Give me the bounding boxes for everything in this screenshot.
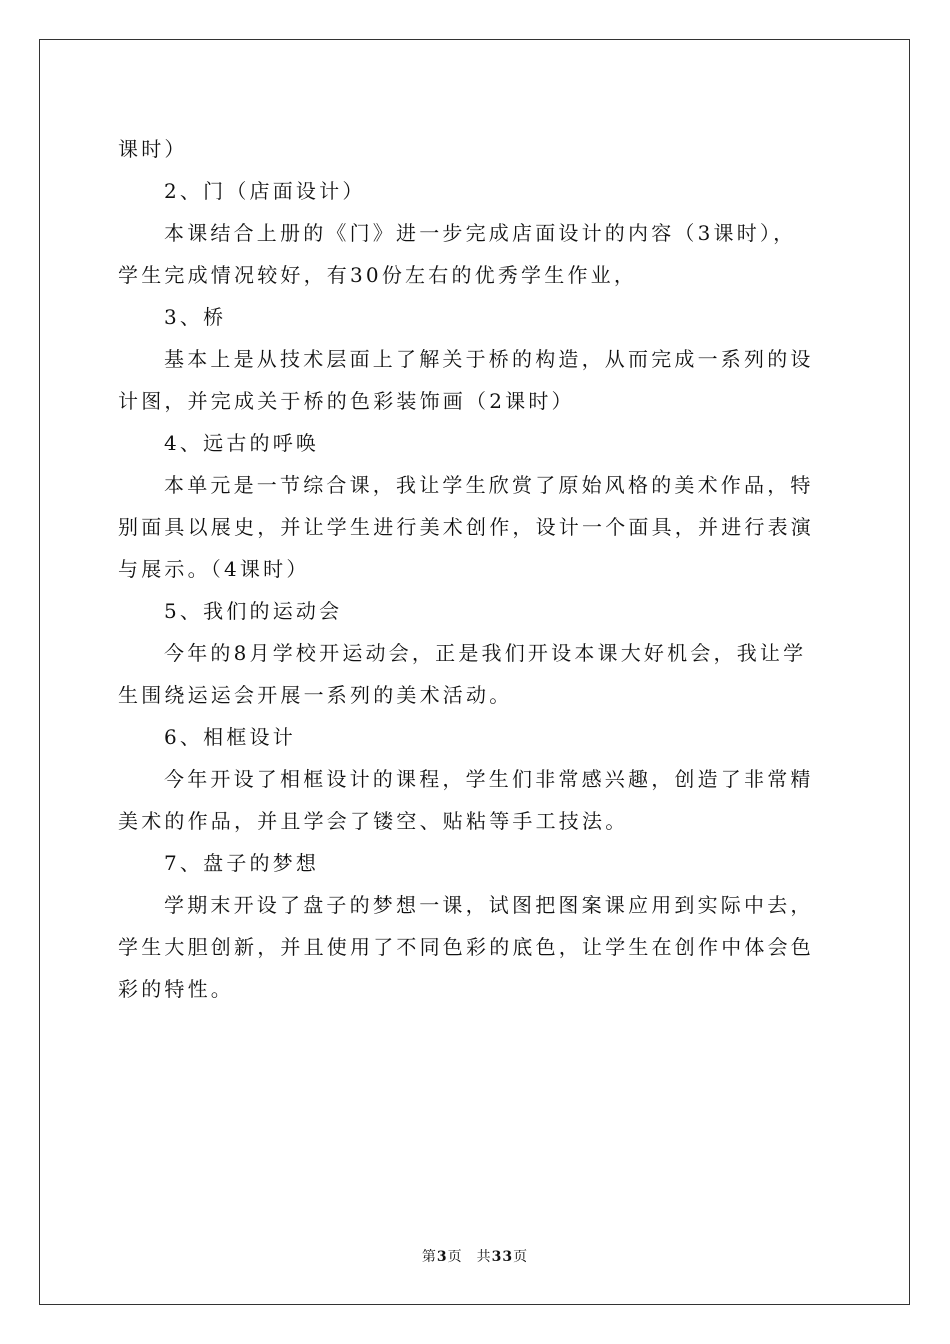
text-line: 本课结合上册的《门》进一步完成店面设计的内容（3课时）， <box>164 221 797 245</box>
text-line: 基本上是从技术层面上了解关于桥的构造，从而完成一系列的设 <box>164 347 814 371</box>
text-line: 学生完成情况较好，有30份左右的优秀学生作业， <box>118 263 638 287</box>
section-heading-door: 2、门（店面设计） <box>164 179 366 203</box>
text-line: 学期末开设了盘子的梦想一课，试图把图案课应用到实际中去， <box>164 893 814 917</box>
text-line: 生围绕运运会开展一系列的美术活动。 <box>118 683 513 707</box>
text-line: 今年的8月学校开运动会，正是我们开设本课大好机会，我让学 <box>164 641 807 665</box>
section-heading-frame-design: 6、相框设计 <box>164 725 296 749</box>
text-line: 美术的作品，并且学会了镂空、贴粘等手工技法。 <box>118 809 629 833</box>
document-body <box>118 128 834 1010</box>
page-footer <box>0 1246 950 1266</box>
footer-total-pages: 33 <box>491 1249 514 1265</box>
footer-total-suffix: 页 <box>513 1249 529 1265</box>
text-line: 彩的特性。 <box>118 977 234 1001</box>
section-heading-sports-meet: 5、我们的运动会 <box>164 599 343 623</box>
footer-page-prefix: 第 <box>421 1249 437 1265</box>
footer-page-number: 3 <box>436 1249 448 1265</box>
text-line: 学生大胆创新，并且使用了不同色彩的底色，让学生在创作中体会色 <box>118 935 814 959</box>
text-line: 课时） <box>118 137 188 161</box>
section-heading-ancient-call: 4、远古的呼唤 <box>164 431 320 455</box>
footer-page-suffix: 页 <box>447 1249 463 1265</box>
text-line: 今年开设了相框设计的课程，学生们非常感兴趣，创造了非常精 <box>164 767 814 791</box>
text-line: 本单元是一节综合课，我让学生欣赏了原始风格的美术作品，特 <box>164 473 814 497</box>
section-heading-bridge: 3、桥 <box>164 305 227 329</box>
text-line: 与展示。（4课时） <box>118 557 310 581</box>
footer-total-prefix: 共 <box>476 1249 492 1265</box>
section-heading-plate-dream: 7、盘子的梦想 <box>164 851 320 875</box>
text-line: 别面具以展史，并让学生进行美术创作，设计一个面具，并进行表演 <box>118 515 814 539</box>
text-line: 计图，并完成关于桥的色彩装饰画（2课时） <box>118 389 575 413</box>
